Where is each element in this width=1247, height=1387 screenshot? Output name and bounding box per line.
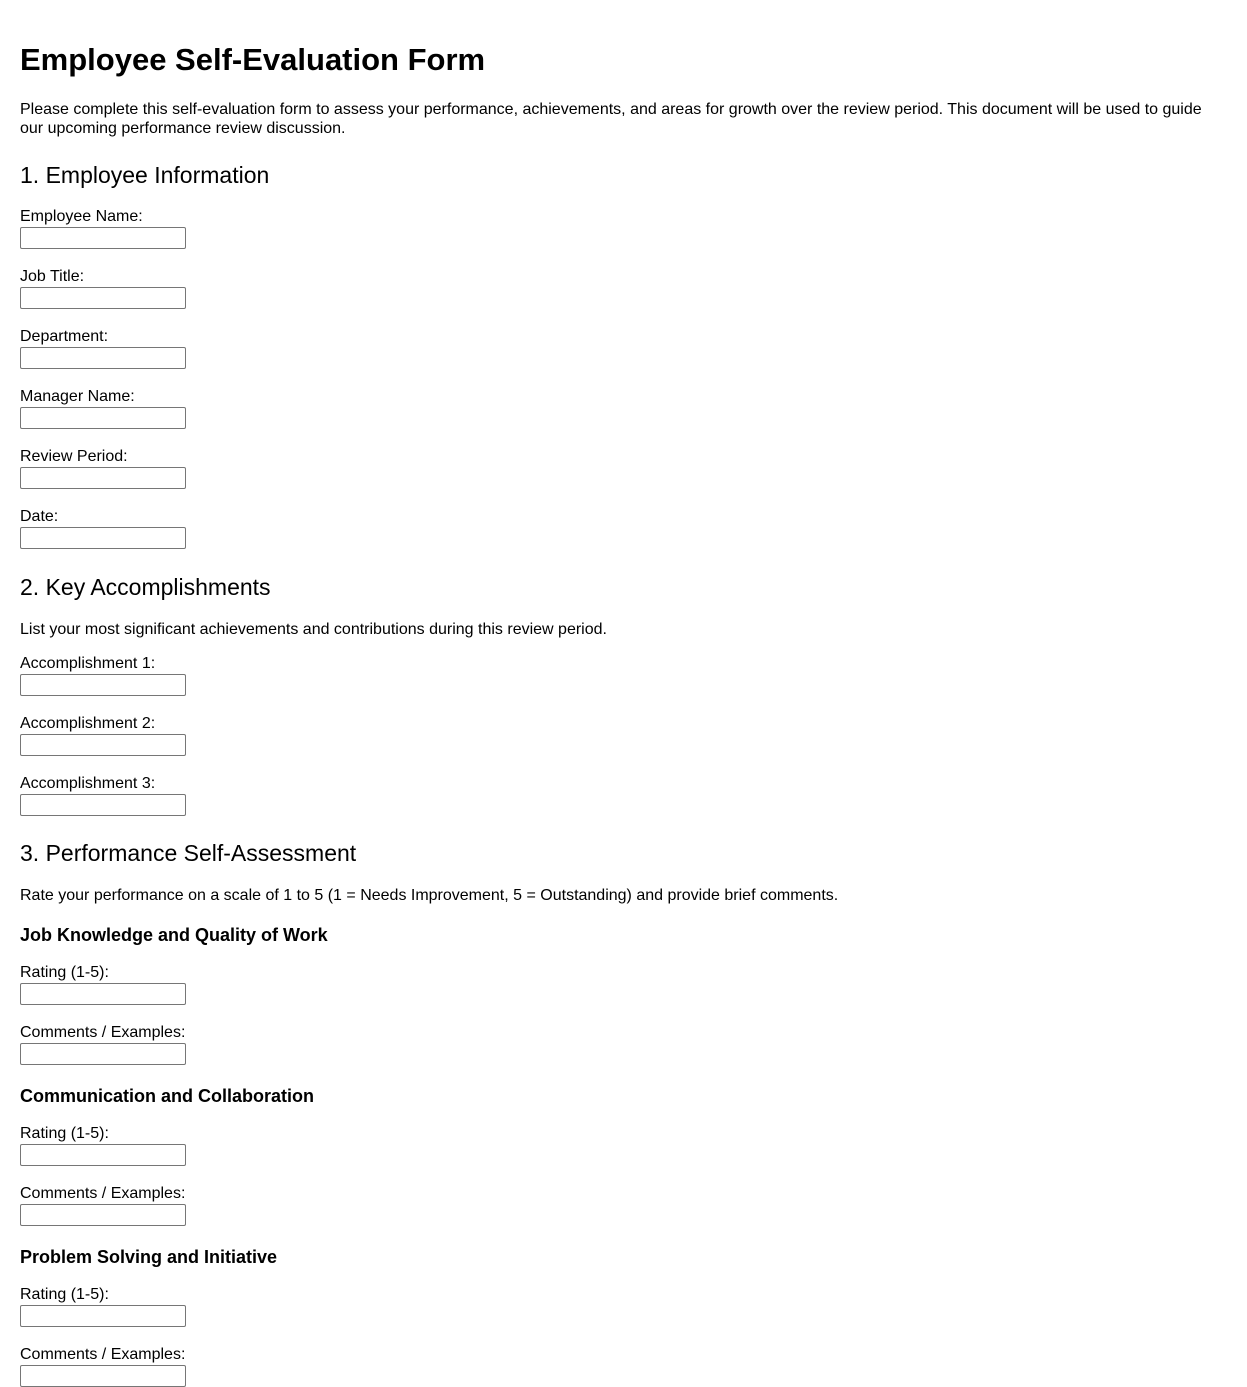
comments-field [20,1024,1227,1065]
rating-label: Rating (1-5): [20,964,109,981]
employee-name-label: Employee Name: [20,208,143,225]
communication-rating-input[interactable] [20,1144,186,1166]
accomplishment-1-field [20,655,1227,696]
competency-title: Problem Solving and Initiative [20,1247,278,1267]
page-title: Employee Self-Evaluation Form [20,42,486,77]
employee-name-field [20,208,1227,249]
section-heading-performance-self-assessment: 3. Performance Self-Assessment [20,840,357,866]
competency-communication [20,1085,1227,1226]
accomplishment-2-label: Accomplishment 2: [20,715,156,732]
accomplishment-1-label: Accomplishment 1: [20,655,156,672]
manager-name-field [20,388,1227,429]
accomplishment-2-field [20,715,1227,756]
job-knowledge-comments-input[interactable] [20,1043,186,1065]
accomplishment-3-label: Accomplishment 3: [20,775,156,792]
manager-name-input[interactable] [20,407,186,429]
date-field [20,508,1227,549]
date-input[interactable] [20,527,186,549]
review-period-field [20,448,1227,489]
comments-label: Comments / Examples: [20,1346,186,1363]
problem-solving-comments-input[interactable] [20,1365,186,1387]
section-heading-key-accomplishments: 2. Key Accomplishments [20,574,271,600]
key-accomplishments-description: List your most significant achievements and contributions during this review period. [20,621,607,638]
comments-field [20,1346,1227,1387]
department-label: Department: [20,328,109,345]
job-knowledge-rating-input[interactable] [20,983,186,1005]
department-field [20,328,1227,369]
comments-field [20,1185,1227,1226]
manager-name-label: Manager Name: [20,388,135,405]
accomplishment-3-field [20,775,1227,816]
section-heading-employee-information: 1. Employee Information [20,162,270,188]
job-title-field [20,268,1227,309]
rating-label: Rating (1-5): [20,1286,109,1303]
competency-problem-solving [20,1246,1227,1387]
competency-job-knowledge [20,924,1227,1065]
employee-information-section [20,161,1227,549]
accomplishment-1-input[interactable] [20,674,186,696]
comments-label: Comments / Examples: [20,1024,186,1041]
problem-solving-rating-input[interactable] [20,1305,186,1327]
department-input[interactable] [20,347,186,369]
employee-name-input[interactable] [20,227,186,249]
rating-field [20,964,1227,1005]
rating-field [20,1125,1227,1166]
job-title-label: Job Title: [20,268,85,285]
comments-label: Comments / Examples: [20,1185,186,1202]
review-period-label: Review Period: [20,448,128,465]
review-period-input[interactable] [20,467,186,489]
accomplishment-3-input[interactable] [20,794,186,816]
rating-field [20,1286,1227,1327]
key-accomplishments-section [20,573,1227,816]
competency-title: Job Knowledge and Quality of Work [20,925,328,945]
date-label: Date: [20,508,59,525]
rating-label: Rating (1-5): [20,1125,109,1142]
performance-self-assessment-section [20,839,1227,1387]
accomplishment-2-input[interactable] [20,734,186,756]
performance-self-assessment-description: Rate your performance on a scale of 1 to 5 (1 = Needs Improvement, 5 = Outstanding) and provide brief comments. [20,887,839,904]
job-title-input[interactable] [20,287,186,309]
competency-title: Communication and Collaboration [20,1086,315,1106]
intro-paragraph: Please complete this self-evaluation form to assess your performance, achievements, and areas for growth over the review period. This document will be used to guide our upcoming performance review discussion. [20,101,1202,137]
communication-comments-input[interactable] [20,1204,186,1226]
